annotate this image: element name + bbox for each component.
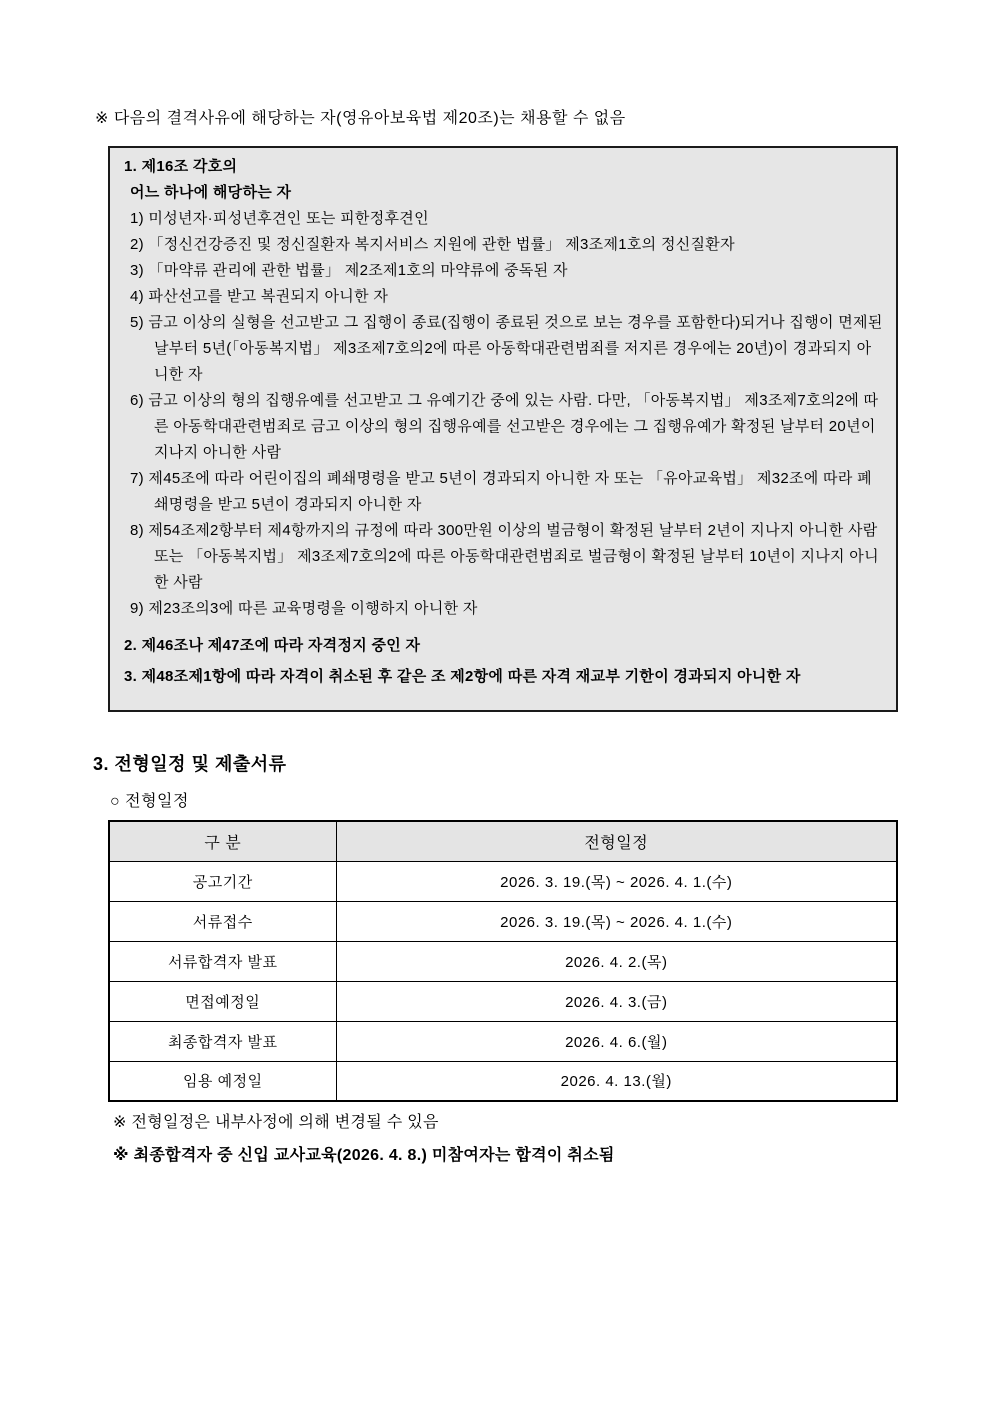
row-date: 2026. 4. 13.(월): [336, 1061, 897, 1101]
disqualification-item: 4) 파산선고를 받고 복권되지 아니한 자: [130, 288, 389, 305]
disqualification-item: 7) 제45조에 따라 어린이집의 폐쇄명령을 받고 5년이 경과되지 아니한 자 또는 「유아교육법」 제32조에 따라 폐쇄명령을 받고 5년이 경과되지 아니한 자: [130, 470, 872, 513]
column-header-schedule: 전형일정: [336, 821, 897, 861]
row-date: 2026. 3. 19.(목) ~ 2026. 4. 1.(수): [336, 901, 897, 941]
subsection-title: ○ 전형일정: [110, 793, 189, 810]
disqualification-item: 9) 제23조의3에 따른 교육명령을 이행하지 아니한 자: [130, 600, 478, 617]
row-date: 2026. 4. 3.(금): [336, 981, 897, 1021]
footnote-training-required: ※ 최종합격자 중 신입 교사교육(2026. 4. 8.) 미참여자는 합격이 취소됨: [113, 1147, 615, 1164]
row-label: 임용 예정일: [109, 1061, 336, 1101]
disqualification-item: 2. 제46조나 제47조에 따라 자격정지 중인 자: [124, 637, 421, 654]
table-row: [109, 1061, 897, 1101]
disqualification-item: 6) 금고 이상의 형의 집행유예를 선고받고 그 유예기간 중에 있는 사람. 다만, 「아동복지법」 제3조제7호의2에 따른 아동학대관련범죄로 금고 이상의 형의 집행유예를 선고받은 경우에는 그 집행유예가 확정된 날부터 20년이 지나지 아니한 사람: [130, 392, 879, 461]
row-label: 서류접수: [109, 901, 336, 941]
disqualification-item: 8) 제54조제2항부터 제4항까지의 규정에 따라 300만원 이상의 벌금형이 확정된 날부터 2년이 지나지 아니한 사람 또는 「아동복지법」 제3조제7호의2에 따른 아동학대관련범죄로 벌금형이 확정된 날부터 10년이 지나지 아니한 사람: [130, 522, 879, 591]
table-row: [109, 861, 897, 901]
disqualification-box: [108, 146, 898, 712]
footnotes: [113, 1112, 893, 1178]
table-row: [109, 941, 897, 981]
footnote-schedule-change: ※ 전형일정은 내부사정에 의해 변경될 수 있음: [113, 1114, 439, 1131]
table-row: [109, 901, 897, 941]
schedule-table: [108, 820, 898, 1102]
row-label: 공고기간: [109, 861, 336, 901]
row-label: 최종합격자 발표: [109, 1021, 336, 1061]
disqualification-item: 5) 금고 이상의 실형을 선고받고 그 집행이 종료(집행이 종료된 것으로 보는 경우를 포함한다)되거나 집행이 면제된 날부터 5년(「아동복지법」 제3조제7호의2에 따른 아동학대관련범죄를 저지른 경우에는 20년)이 경과되지 아니한 자: [130, 314, 883, 383]
disqualification-note: ※ 다음의 결격사유에 해당하는 자(영유아보육법 제20조)는 채용할 수 없음: [95, 110, 626, 127]
disqualification-item: 3. 제48조제1항에 따라 자격이 취소된 후 같은 조 제2항에 따른 자격 재교부 기한이 경과되지 아니한 자: [124, 668, 801, 685]
column-header-category: 구 분: [109, 821, 336, 861]
row-date: 2026. 3. 19.(목) ~ 2026. 4. 1.(수): [336, 861, 897, 901]
disqualification-item: 어느 하나에 해당하는 자: [130, 184, 292, 201]
disqualification-item: 1) 미성년자·피성년후견인 또는 피한정후견인: [130, 210, 429, 227]
disqualification-item: 1. 제16조 각호의: [124, 158, 238, 175]
table-row: [109, 981, 897, 1021]
disqualification-item: 3) 「마약류 관리에 관한 법률」 제2조제1호의 마약류에 중독된 자: [130, 262, 568, 279]
table-header-row: [109, 821, 897, 861]
disqualification-item: 2) 「정신건강증진 및 정신질환자 복지서비스 지원에 관한 법률」 제3조제1호의 정신질환자: [130, 236, 735, 253]
row-date: 2026. 4. 6.(월): [336, 1021, 897, 1061]
table-row: [109, 1021, 897, 1061]
section-title: 3. 전형일정 및 제출서류: [93, 754, 287, 774]
row-date: 2026. 4. 2.(목): [336, 941, 897, 981]
row-label: 면접예정일: [109, 981, 336, 1021]
row-label: 서류합격자 발표: [109, 941, 336, 981]
